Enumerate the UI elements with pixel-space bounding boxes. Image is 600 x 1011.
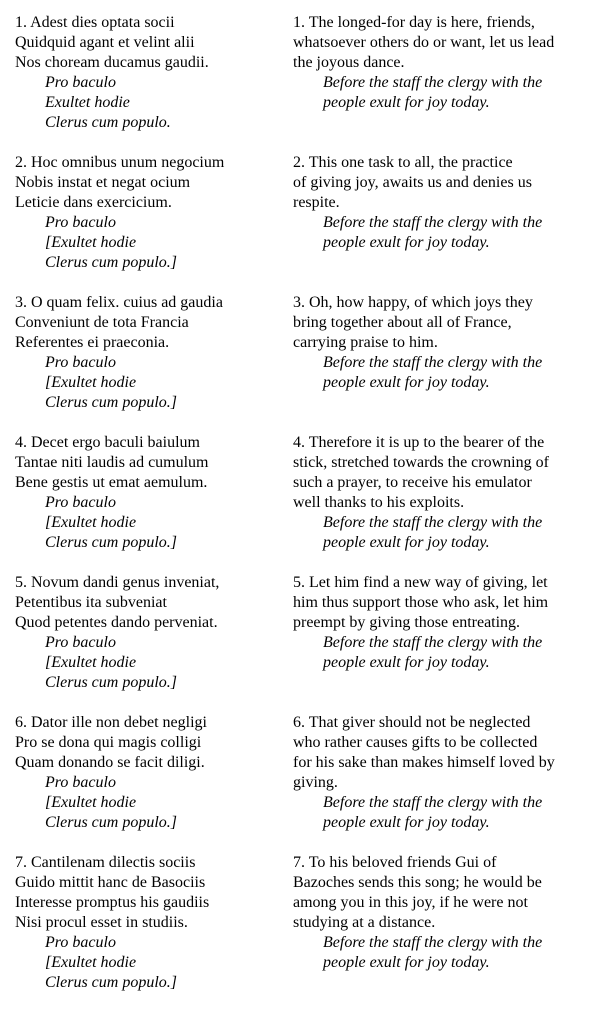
latin-stanza-refrain-line: [Exultet hodie	[45, 954, 137, 971]
latin-stanza-verse-line: Bene gestis ut emat aemulum.	[15, 474, 208, 491]
english-stanza-refrain-line: people exult for joy today.	[323, 654, 490, 671]
latin-stanza-2	[15, 153, 278, 273]
english-stanza-verse-line: preempt by giving those entreating.	[293, 614, 521, 631]
latin-stanza-verse-line: 1. Adest dies optata socii	[15, 14, 175, 31]
latin-stanza-refrain-line: Exultet hodie	[45, 94, 130, 111]
latin-stanza-refrain-line: Clerus cum populo.	[45, 114, 171, 131]
latin-stanza-4	[15, 433, 278, 553]
stanza-row-2	[15, 153, 592, 273]
stanza-row-5	[15, 573, 592, 693]
latin-stanza-refrain-line: [Exultet hodie	[45, 234, 137, 251]
english-stanza-verse-line: carrying praise to him.	[293, 334, 438, 351]
stanza-rows	[15, 13, 592, 993]
latin-stanza-verse-line: Nisi procul esset in studiis.	[15, 914, 188, 931]
english-stanza-verse-line: 5. Let him find a new way of giving, let	[293, 574, 548, 591]
latin-stanza-refrain-line: [Exultet hodie	[45, 514, 137, 531]
english-stanza-2	[293, 153, 592, 273]
english-stanza-refrain-line: Before the staff the clergy with the	[323, 794, 543, 811]
latin-stanza-refrain-line: Clerus cum populo.]	[45, 674, 177, 691]
english-stanza-refrain-line: Before the staff the clergy with the	[323, 634, 543, 651]
english-stanza-refrain-line: Before the staff the clergy with the	[323, 214, 543, 231]
latin-stanza-verse-line: Leticie dans exercicium.	[15, 194, 172, 211]
latin-stanza-5	[15, 573, 278, 693]
english-stanza-verse-line: well thanks to his exploits.	[293, 494, 465, 511]
latin-stanza-verse-line: Petentibus ita subveniat	[15, 594, 167, 611]
stanza-row-7	[15, 853, 592, 993]
english-stanza-verse-line: 6. That giver should not be neglected	[293, 714, 531, 731]
latin-stanza-verse-line: 5. Novum dandi genus inveniat,	[15, 574, 220, 591]
latin-stanza-refrain-line: Clerus cum populo.]	[45, 534, 177, 551]
english-stanza-refrain-line: people exult for joy today.	[323, 234, 490, 251]
english-stanza-1	[293, 13, 592, 133]
english-stanza-verse-line: of giving joy, awaits us and denies us	[293, 174, 532, 191]
english-stanza-verse-line: 4. Therefore it is up to the bearer of the	[293, 434, 545, 451]
latin-stanza-verse-line: 6. Dator ille non debet negligi	[15, 714, 207, 731]
english-stanza-verse-line: the joyous dance.	[293, 54, 405, 71]
latin-stanza-refrain-line: [Exultet hodie	[45, 374, 137, 391]
stanza-row-3	[15, 293, 592, 413]
latin-stanza-refrain-line: Pro baculo	[45, 934, 116, 951]
english-stanza-refrain-line: Before the staff the clergy with the	[323, 514, 543, 531]
stanza-row-1	[15, 13, 592, 133]
latin-stanza-refrain-line: Pro baculo	[45, 214, 116, 231]
english-stanza-verse-line: whatsoever others do or want, let us lead	[293, 34, 555, 51]
english-stanza-3	[293, 293, 592, 413]
latin-stanza-verse-line: 7. Cantilenam dilectis sociis	[15, 854, 196, 871]
english-stanza-verse-line: stick, stretched towards the crowning of	[293, 454, 549, 471]
english-stanza-verse-line: 3. Oh, how happy, of which joys they	[293, 294, 533, 311]
english-stanza-verse-line: 7. To his beloved friends Gui of	[293, 854, 497, 871]
english-stanza-refrain-line: people exult for joy today.	[323, 534, 490, 551]
latin-stanza-verse-line: Nos choream ducamus gaudii.	[15, 54, 209, 71]
english-stanza-verse-line: such a prayer, to receive his emulator	[293, 474, 532, 491]
english-stanza-refrain-line: people exult for joy today.	[323, 94, 490, 111]
english-stanza-verse-line: who rather causes gifts to be collected	[293, 734, 538, 751]
english-stanza-refrain-line: people exult for joy today.	[323, 954, 490, 971]
latin-stanza-refrain-line: Clerus cum populo.]	[45, 814, 177, 831]
english-stanza-refrain-line: Before the staff the clergy with the	[323, 354, 543, 371]
latin-stanza-verse-line: Nobis instat et negat ocium	[15, 174, 191, 191]
latin-stanza-refrain-line: [Exultet hodie	[45, 654, 137, 671]
latin-stanza-refrain-line: Pro baculo	[45, 74, 116, 91]
latin-stanza-refrain-line: Pro baculo	[45, 494, 116, 511]
latin-stanza-refrain-line: Clerus cum populo.]	[45, 974, 177, 991]
latin-stanza-refrain-line: Clerus cum populo.]	[45, 254, 177, 271]
english-stanza-refrain-line: people exult for joy today.	[323, 814, 490, 831]
stanza-row-4	[15, 433, 592, 553]
latin-stanza-1	[15, 13, 278, 133]
latin-stanza-verse-line: 3. O quam felix. cuius ad gaudia	[15, 294, 223, 311]
english-stanza-verse-line: 2. This one task to all, the practice	[293, 154, 513, 171]
stanza-row-6	[15, 713, 592, 833]
english-stanza-verse-line: among you in this joy, if he were not	[293, 894, 528, 911]
english-stanza-verse-line: giving.	[293, 774, 338, 791]
latin-stanza-verse-line: Guido mittit hanc de Basociis	[15, 874, 206, 891]
english-stanza-verse-line: bring together about all of France,	[293, 314, 512, 331]
latin-stanza-refrain-line: Pro baculo	[45, 774, 116, 791]
english-stanza-verse-line: studying at a distance.	[293, 914, 436, 931]
english-stanza-verse-line: for his sake than makes himself loved by	[293, 754, 555, 771]
latin-stanza-verse-line: Quidquid agant et velint alii	[15, 34, 195, 51]
english-stanza-4	[293, 433, 592, 553]
latin-stanza-3	[15, 293, 278, 413]
english-stanza-verse-line: 1. The longed-for day is here, friends,	[293, 14, 535, 31]
latin-stanza-refrain-line: Clerus cum populo.]	[45, 394, 177, 411]
latin-stanza-6	[15, 713, 278, 833]
latin-stanza-verse-line: Quam donando se facit diligi.	[15, 754, 205, 771]
latin-stanza-7	[15, 853, 278, 993]
english-stanza-verse-line: Bazoches sends this song; he would be	[293, 874, 542, 891]
english-stanza-5	[293, 573, 592, 693]
latin-stanza-verse-line: Pro se dona qui magis colligi	[15, 734, 202, 751]
latin-stanza-verse-line: Interesse promptus his gaudiis	[15, 894, 210, 911]
latin-stanza-refrain-line: [Exultet hodie	[45, 794, 137, 811]
english-stanza-verse-line: him thus support those who ask, let him	[293, 594, 549, 611]
english-stanza-6	[293, 713, 592, 833]
english-stanza-7	[293, 853, 592, 993]
english-stanza-refrain-line: people exult for joy today.	[323, 374, 490, 391]
english-stanza-verse-line: respite.	[293, 194, 340, 211]
latin-stanza-verse-line: 2. Hoc omnibus unum negocium	[15, 154, 225, 171]
latin-stanza-refrain-line: Pro baculo	[45, 634, 116, 651]
latin-stanza-refrain-line: Pro baculo	[45, 354, 116, 371]
latin-stanza-verse-line: Quod petentes dando perveniat.	[15, 614, 218, 631]
english-stanza-refrain-line: Before the staff the clergy with the	[323, 934, 543, 951]
latin-stanza-verse-line: Conveniunt de tota Francia	[15, 314, 189, 331]
english-stanza-refrain-line: Before the staff the clergy with the	[323, 74, 543, 91]
latin-stanza-verse-line: Tantae niti laudis ad cumulum	[15, 454, 209, 471]
latin-stanza-verse-line: 4. Decet ergo baculi baiulum	[15, 434, 200, 451]
latin-stanza-verse-line: Referentes ei praeconia.	[15, 334, 170, 351]
